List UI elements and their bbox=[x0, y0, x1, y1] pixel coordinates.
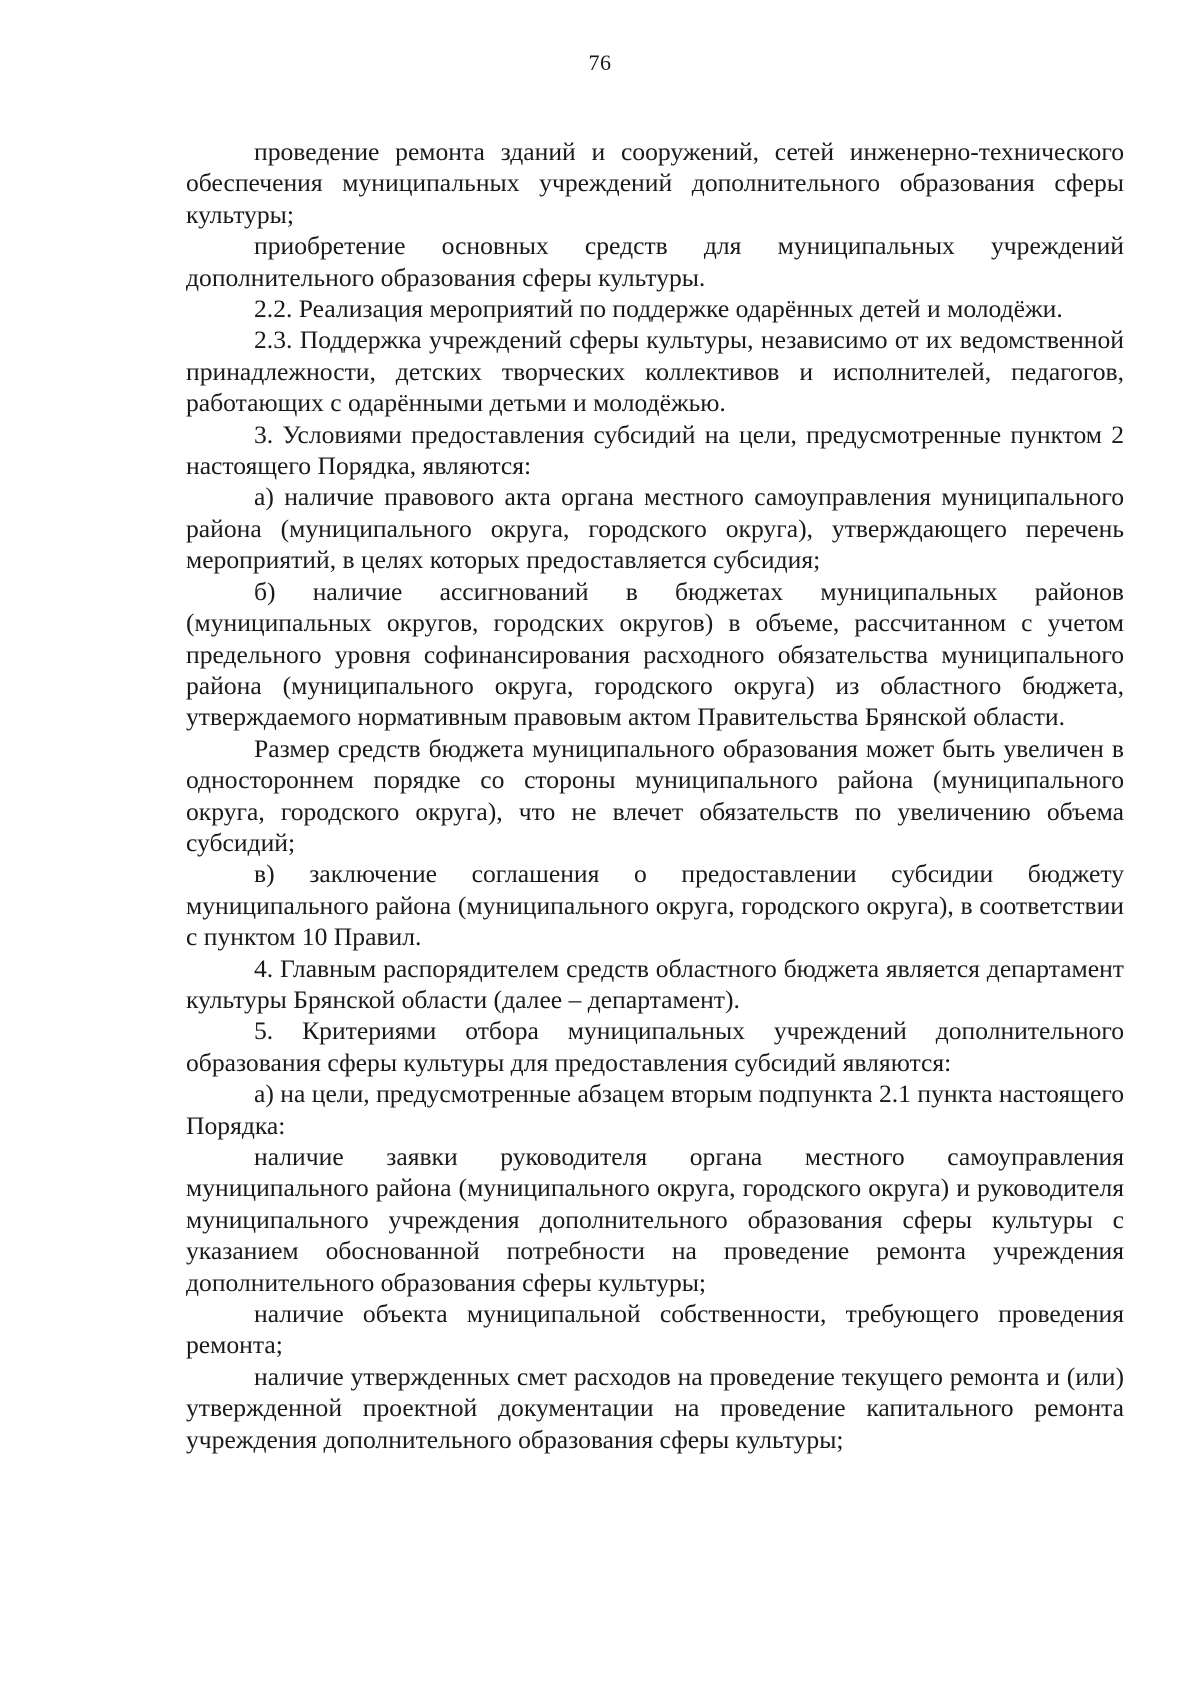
paragraph-fixed-assets: приобретение основных средств для муниципальных учреждений дополнительного образования сферы культуры. bbox=[186, 231, 1124, 292]
paragraph-application: наличие заявки руководителя органа местного самоуправления муниципального района (муниципального округа, городского округа) и руководителя муниципального учреждения дополнительного образования сферы культуры с указанием обоснованной потребности на проведение ремонта учреждения дополнительного образования сферы культуры; bbox=[186, 1142, 1124, 1297]
paragraph-approved-estimates: наличие утвержденных смет расходов на проведение текущего ремонта и (или) утвержденной проектной документации на проведение капитального ремонта учреждения дополнительного образования сферы культуры; bbox=[186, 1361, 1124, 1454]
paragraph-3v-agreement: в) заключение соглашения о предоставлении субсидии бюджету муниципального района (муниципального округа, городского округа), в соответствии с пунктом 10 Правил. bbox=[186, 859, 1124, 952]
paragraph-3a-legal-act: а) наличие правового акта органа местного самоуправления муниципального района (муниципального округа, городского округа), утверждающего перечень мероприятий, в целях которых предоставляется субсидия; bbox=[186, 482, 1124, 575]
document-body bbox=[186, 136, 1124, 1455]
paragraph-3b-allocations: б) наличие ассигнований в бюджетах муниципальных районов (муниципальных округов, городских округов) в объеме, рассчитанном с учетом предельного уровня софинансирования расходного обязательства муниципального района (муниципального округа, городского округа) из областного бюджета, утверждаемого нормативным правовым актом Правительства Брянской области. bbox=[186, 576, 1124, 732]
paragraph-repair-buildings: проведение ремонта зданий и сооружений, сетей инженерно-технического обеспечения муниципальных учреждений дополнительного образования сферы культуры; bbox=[186, 137, 1124, 229]
paragraph-municipal-object: наличие объекта муниципальной собственности, требующего проведения ремонта; bbox=[186, 1299, 1124, 1360]
page-number: 76 bbox=[588, 50, 612, 75]
paragraph-5a-purposes: а) на цели, предусмотренные абзацем вторым подпункта 2.1 пункта настоящего Порядка: bbox=[186, 1079, 1124, 1140]
paragraph-2-3-support: 2.3. Поддержка учреждений сферы культуры, независимо от их ведомственной принадлежности, детских творческих коллективов и исполнителей, педагогов, работающих с одарёнными детьми и молодёжью. bbox=[186, 325, 1124, 418]
paragraph-budget-size: Размер средств бюджета муниципального образования может быть увеличен в одностороннем порядке со стороны муниципального района (муниципального округа, городского округа), что не влечет обязательств по увеличению объема субсидий; bbox=[186, 733, 1124, 857]
paragraph-4-main-manager: 4. Главным распорядителем средств областного бюджета является департамент культуры Брянской области (далее – департамент). bbox=[186, 953, 1124, 1014]
paragraph-2-2-gifted-children: 2.2. Реализация мероприятий по поддержке одарённых детей и молодёжи. bbox=[254, 294, 1063, 324]
paragraph-3-conditions: 3. Условиями предоставления субсидий на цели, предусмотренные пунктом 2 настоящего Порядка, являются: bbox=[186, 419, 1124, 481]
paragraph-5-criteria: 5. Критериями отбора муниципальных учреждений дополнительного образования сферы культуры для предоставления субсидий являются: bbox=[186, 1016, 1124, 1077]
